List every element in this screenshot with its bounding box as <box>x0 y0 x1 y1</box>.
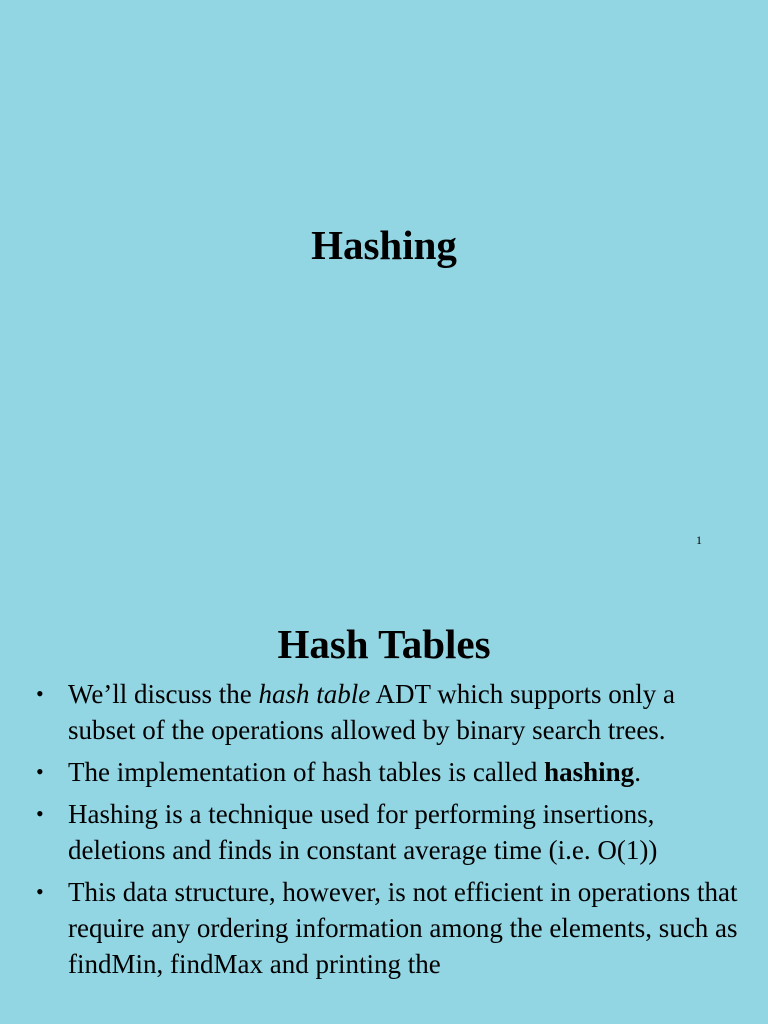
bullet-text: . <box>634 757 641 787</box>
bullet-marker: • <box>36 879 44 904</box>
slide-number: 1 <box>696 533 702 547</box>
bullet-text: The implementation of hash tables is called <box>68 757 545 787</box>
bullet-list <box>0 676 768 988</box>
bullet-text: ADT which supports only a subset of the operations allowed by binary search trees. <box>68 679 676 745</box>
emphasis-term: hash table <box>258 679 371 709</box>
bullet-item <box>0 796 768 868</box>
bullet-text: Hashing is a technique used for performing insertions, deletions and finds in constant average time (i.e. O(1)) <box>68 799 658 865</box>
bullet-item <box>0 676 768 748</box>
slide-title: Hashing <box>311 222 457 268</box>
bullet-item <box>0 754 768 790</box>
bullet-marker: • <box>36 801 44 826</box>
bullet-text: This data structure, however, is not efficient in operations that require any ordering information among the elements, such as findMin, findMax and printing the <box>68 877 738 979</box>
bold-term: hashing <box>544 757 635 787</box>
bullet-marker: • <box>36 759 44 784</box>
bullet-item <box>0 874 768 982</box>
bullet-text: We’ll discuss the <box>68 679 259 709</box>
section-title: Hash Tables <box>277 621 491 667</box>
bullet-marker: • <box>36 681 44 706</box>
